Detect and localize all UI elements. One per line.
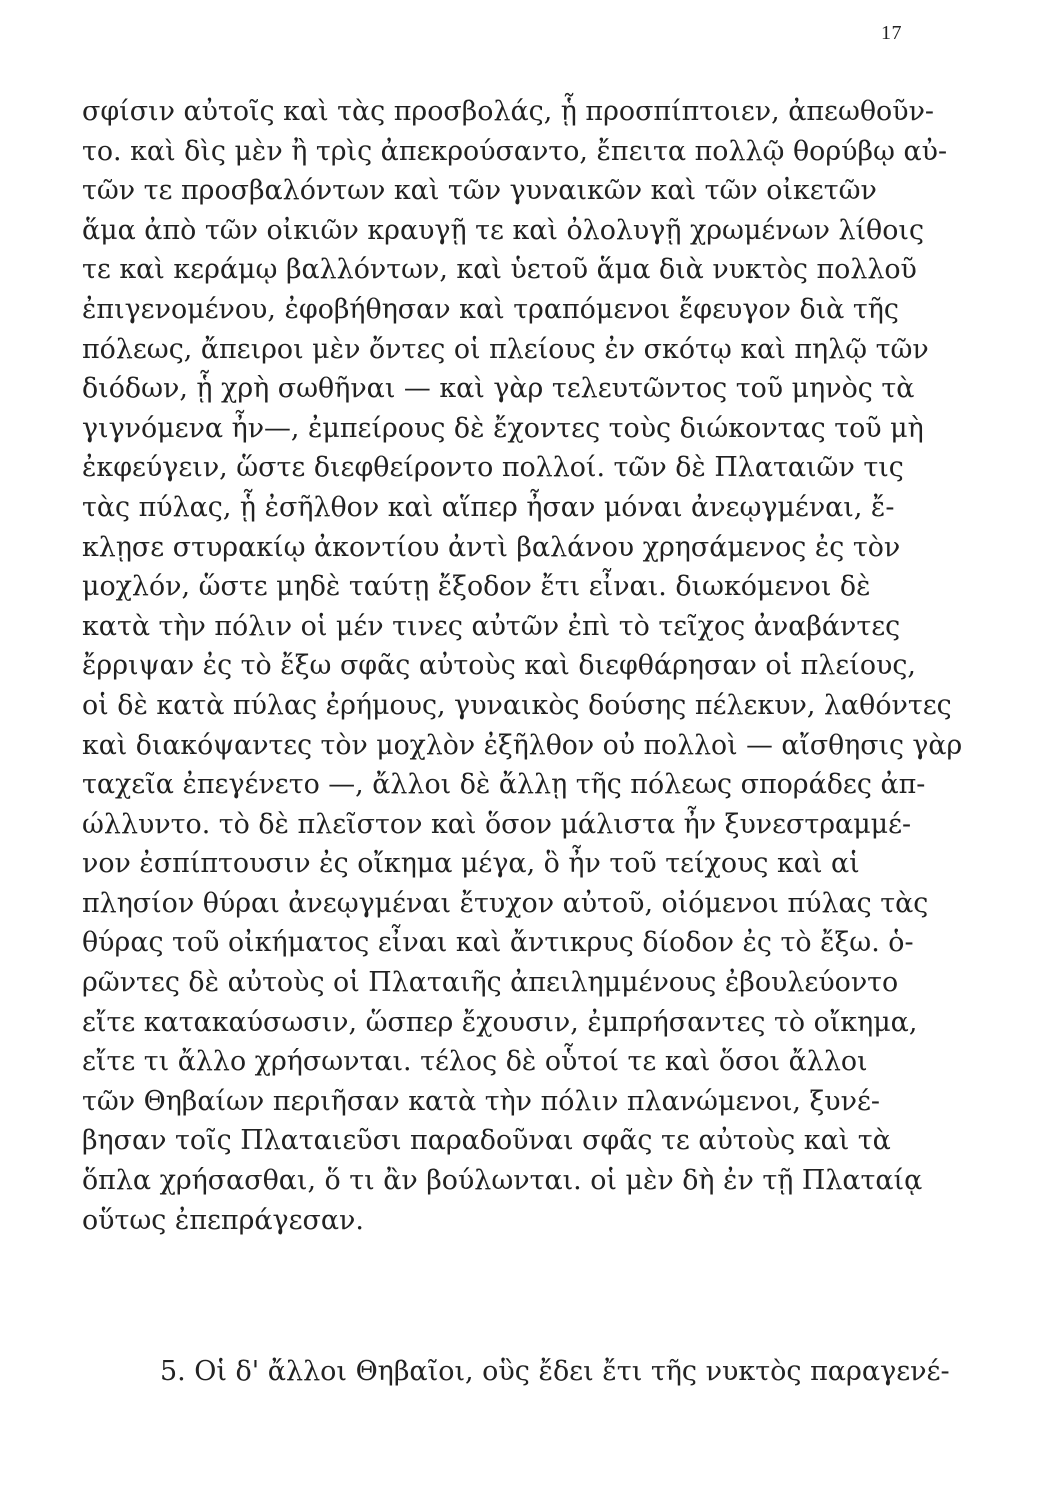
- text-line: τῶν τε προσβαλόντων καὶ τῶν γυναικῶν καὶ τῶν οἰκετῶν: [82, 175, 877, 207]
- text-line: ταχεῖα ἐπεγένετο —, ἄλλοι δὲ ἄλλῃ τῆς πόλεως σποράδες ἀπ-: [82, 769, 926, 801]
- text-line: ἔρριψαν ἐς τὸ ἔξω σφᾶς αὐτοὺς καὶ διεφθάρησαν οἱ πλείους,: [82, 650, 916, 682]
- text-line: εἴτε κατακαύσωσιν, ὥσπερ ἔχουσιν, ἐμπρήσαντες τὸ οἴκημα,: [82, 1006, 918, 1038]
- text-line: νον ἐσπίπτουσιν ἐς οἴκημα μέγα, ὃ ἦν τοῦ τείχους καὶ αἱ: [82, 848, 860, 880]
- text-line: σφίσιν αὐτοῖς καὶ τὰς προσβολάς, ᾗ προσπίπτοιεν, ἀπεωθοῦν-: [82, 96, 934, 127]
- text-line: ώλλυντο. τὸ δὲ πλεῖστον καὶ ὅσον μάλιστα ἦν ξυνεστραμμέ-: [82, 808, 912, 840]
- text-line: ὅπλα χρήσασθαι, ὅ τι ἂν βούλωνται. οἱ μὲν δὴ ἐν τῇ Πλαταίᾳ: [82, 1165, 923, 1197]
- text-line: γιγνόμενα ἦν—, ἐμπείρους δὲ ἔχοντες τοὺς διώκοντας τοῦ μὴ: [82, 412, 924, 444]
- body-text: [82, 92, 982, 1240]
- text-line: βησαν τοῖς Πλαταιεῦσι παραδοῦναι σφᾶς τε αὐτοὺς καὶ τὰ: [82, 1125, 891, 1157]
- text-line: ἐκφεύγειν, ὥστε διεφθείροντο πολλοί. τῶν δὲ Πλαταιῶν τις: [82, 452, 904, 484]
- text-line: οὕτως ἐπεπράγεσαν.: [82, 1204, 364, 1236]
- text-line: πόλεως, ἄπειροι μὲν ὄντες οἱ πλείους ἐν σκότῳ καὶ πηλῷ τῶν: [82, 333, 929, 365]
- text-line: κατὰ τὴν πόλιν οἱ μέν τινες αὐτῶν ἐπὶ τὸ τεῖχος ἀναβάντες: [82, 610, 901, 642]
- text-line: διόδων, ᾗ χρὴ σωθῆναι — καὶ γὰρ τελευτῶντος τοῦ μηνὸς τὰ: [82, 373, 915, 405]
- text-line: ρῶντες δὲ αὐτοὺς οἱ Πλαταιῆς ἀπειλημμένους ἐβουλεύοντο: [82, 967, 899, 999]
- text-line: καὶ διακόψαντες τὸν μοχλὸν ἐξῆλθον οὐ πολλοὶ — αἴσθησις γὰρ: [82, 729, 963, 761]
- text-line: ἅμα ἀπὸ τῶν οἰκιῶν κραυγῇ τε καὶ ὀλολυγῇ χρωμένων λίθοις: [82, 214, 925, 246]
- text-line: τῶν Θηβαίων περιῆσαν κατὰ τὴν πόλιν πλανώμενοι, ξυνέ-: [82, 1085, 880, 1117]
- section-heading-line: 5. Οἱ δ' ἄλλοι Θηβαῖοι, οὓς ἔδει ἔτι τῆς νυκτὸς παραγενέ-: [160, 1356, 950, 1387]
- text-line: οἱ δὲ κατὰ πύλας ἐρήμους, γυναικὸς δούσης πέλεκυν, λαθόντες: [82, 689, 952, 721]
- text-line: τὰς πύλας, ᾗ ἐσῆλθον καὶ αἵπερ ἦσαν μόναι ἀνεῳγμέναι, ἔ-: [82, 491, 895, 523]
- text-line: το. καὶ δὶς μὲν ἢ τρὶς ἀπεκρούσαντο, ἔπειτα πολλῷ θορύβῳ αὐ-: [82, 135, 948, 167]
- text-line: κλῃσε στυρακίῳ ἀκοντίου ἀντὶ βαλάνου χρησάμενος ἐς τὸν: [82, 531, 901, 563]
- text-line: μοχλόν, ὥστε μηδὲ ταύτῃ ἔξοδον ἔτι εἶναι. διωκόμενοι δὲ: [82, 571, 871, 603]
- text-line: τε καὶ κεράμῳ βαλλόντων, καὶ ὑετοῦ ἅμα διὰ νυκτὸς πολλοῦ: [82, 254, 917, 286]
- text-line: θύρας τοῦ οἰκήματος εἶναι καὶ ἄντικρυς δίοδον ἐς τὸ ἔξω. ὁ-: [82, 927, 914, 959]
- text-line: πλησίον θύραι ἀνεῳγμέναι ἔτυχον αὐτοῦ, οἰόμενοι πύλας τὰς: [82, 887, 929, 919]
- text-line: εἴτε τι ἄλλο χρήσωνται. τέλος δὲ οὗτοί τε καὶ ὅσοι ἄλλοι: [82, 1046, 868, 1078]
- text-line: ἐπιγενομένου, ἐφοβήθησαν καὶ τραπόμενοι ἔφευγον διὰ τῆς: [82, 293, 899, 325]
- page-number: 17: [881, 22, 902, 44]
